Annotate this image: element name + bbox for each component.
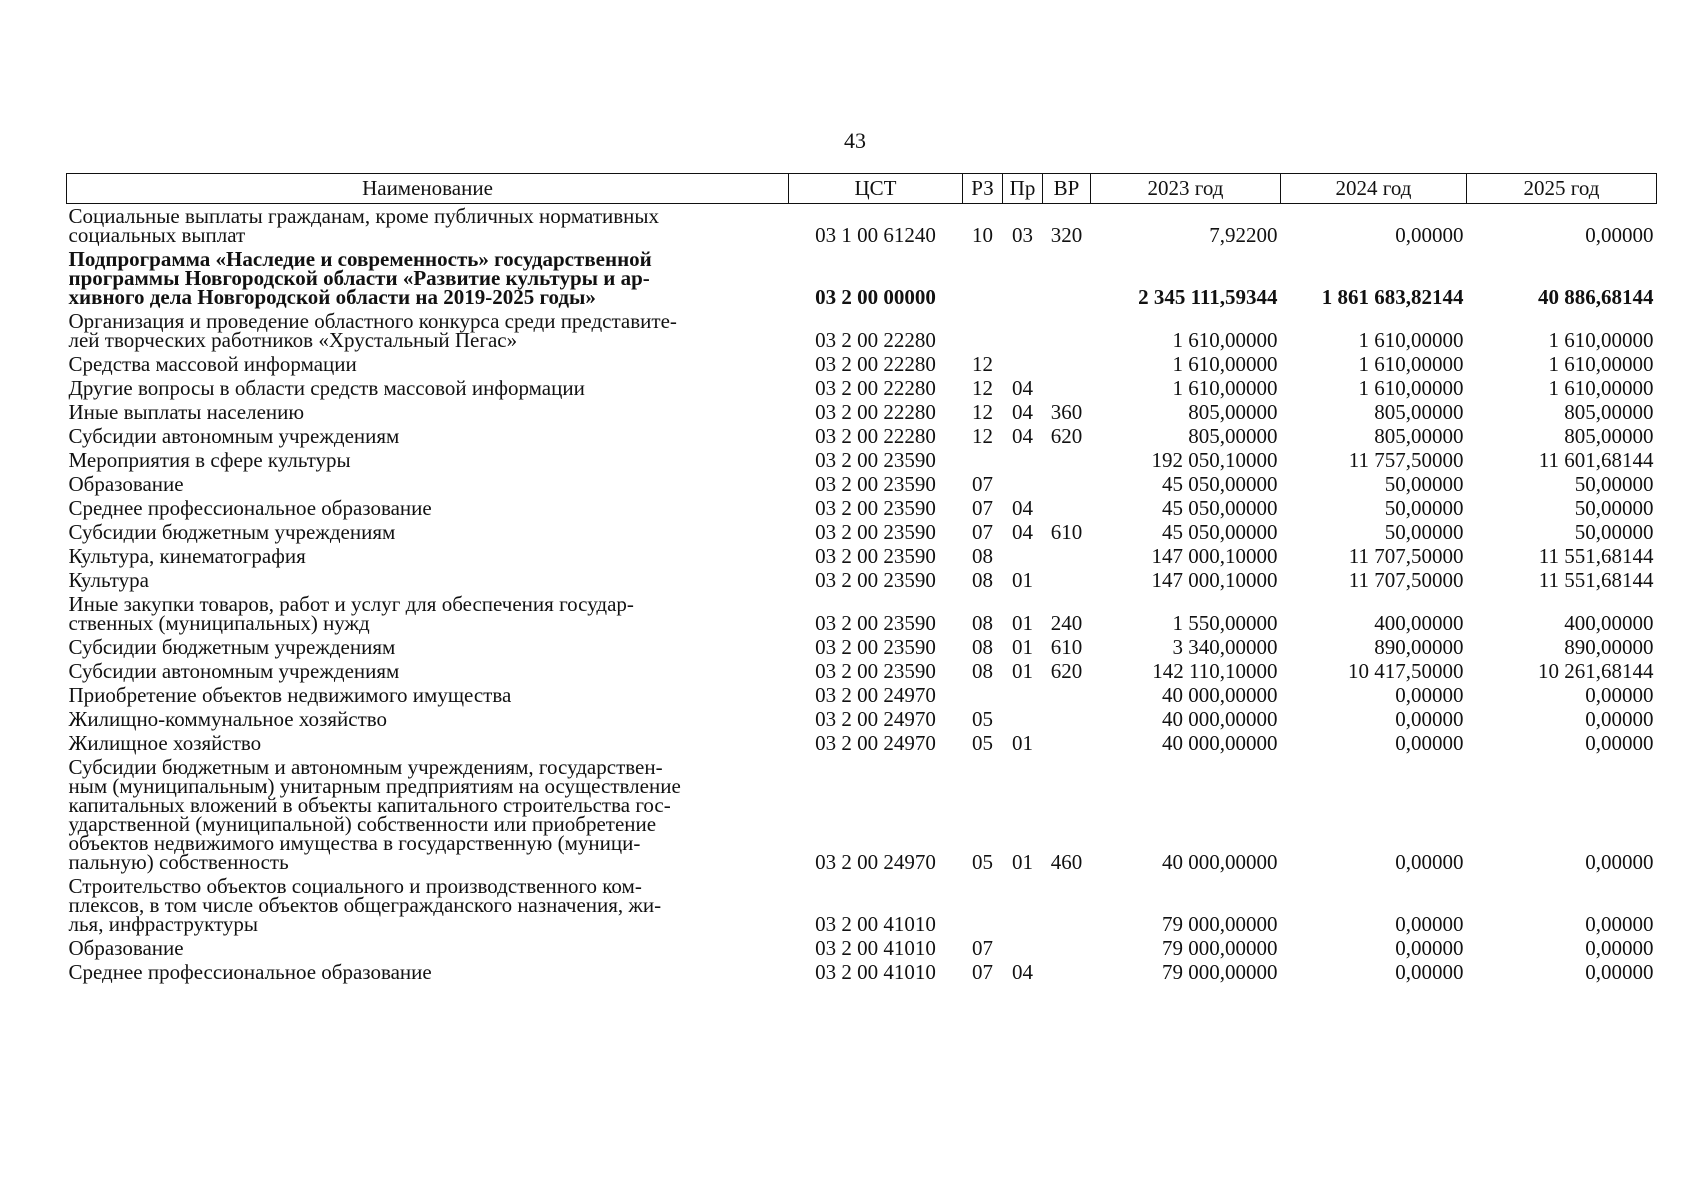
cell-cst: 03 2 00 22280 (815, 328, 936, 352)
cell-name (67, 247, 789, 309)
cell-pr (1003, 936, 1043, 960)
cell-rz: 08 (972, 611, 993, 635)
cell-vr: 240 (1050, 611, 1083, 635)
cell-2023: 45 050,00000 (1162, 520, 1278, 544)
header-vr: ВР (1043, 174, 1091, 204)
cell-2025: 11 551,68144 (1538, 544, 1654, 568)
cell-name-line: ударственной (муниципальной) собственности или приобретение (68, 812, 657, 836)
cell-pr (1003, 707, 1043, 731)
cell-2024: 805,00000 (1374, 424, 1464, 448)
cell-2024: 0,00000 (1395, 912, 1464, 936)
cell-vr: 610 (1050, 635, 1083, 659)
cell-vr: 460 (1050, 850, 1083, 874)
cell-name-line: Жилищное хозяйство (68, 731, 262, 755)
cell-2025: 805,00000 (1564, 424, 1654, 448)
cell-name-line: Организация и проведение областного конкурса среди представите- (68, 309, 677, 333)
cell-2025: 0,00000 (1585, 731, 1654, 755)
table-row (67, 635, 1657, 659)
table-row (67, 683, 1657, 707)
table-row (67, 204, 1657, 248)
cell-name (67, 960, 789, 984)
cell-name (67, 448, 789, 472)
cell-2025: 0,00000 (1585, 683, 1654, 707)
cell-2023: 79 000,00000 (1162, 960, 1278, 984)
cell-name (67, 424, 789, 448)
cell-name (67, 520, 789, 544)
cell-name-line: Субсидии бюджетным учреждениям (68, 635, 396, 659)
cell-2025: 11 551,68144 (1538, 568, 1654, 592)
cell-cst: 03 2 00 23590 (815, 568, 936, 592)
cell-name (67, 376, 789, 400)
cell-2024: 805,00000 (1374, 400, 1464, 424)
cell-pr (1003, 874, 1043, 936)
cell-2024: 0,00000 (1395, 683, 1464, 707)
cell-name-line: Субсидии бюджетным учреждениям (68, 520, 396, 544)
cell-cst: 03 2 00 23590 (815, 544, 936, 568)
cell-2025: 805,00000 (1564, 400, 1654, 424)
cell-2024: 50,00000 (1384, 472, 1464, 496)
table-row (67, 755, 1657, 874)
table-row (67, 309, 1657, 352)
cell-2024: 0,00000 (1395, 960, 1464, 984)
cell-rz: 08 (972, 659, 993, 683)
cell-2025: 890,00000 (1564, 635, 1654, 659)
cell-name-line: Субсидии бюджетным и автономным учреждениям, государствен- (68, 755, 663, 779)
cell-2025: 50,00000 (1574, 472, 1654, 496)
cell-2024: 10 417,50000 (1348, 659, 1464, 683)
cell-pr (1003, 352, 1043, 376)
table-row (67, 874, 1657, 936)
cell-name (67, 659, 789, 683)
cell-rz: 08 (972, 568, 993, 592)
cell-cst: 03 2 00 23590 (815, 635, 936, 659)
table-row (67, 544, 1657, 568)
cell-vr (1043, 544, 1091, 568)
header-pr: Пр (1003, 174, 1043, 204)
cell-2024: 0,00000 (1395, 850, 1464, 874)
cell-2025: 50,00000 (1574, 520, 1654, 544)
table-row (67, 659, 1657, 683)
cell-2024: 0,00000 (1395, 707, 1464, 731)
cell-2023: 147 000,10000 (1151, 544, 1278, 568)
cell-vr (1043, 376, 1091, 400)
cell-2023: 45 050,00000 (1162, 472, 1278, 496)
cell-cst: 03 2 00 23590 (815, 472, 936, 496)
table-row (67, 936, 1657, 960)
cell-name (67, 707, 789, 731)
cell-vr (1043, 936, 1091, 960)
cell-name (67, 936, 789, 960)
cell-name (67, 568, 789, 592)
header-2023: 2023 год (1091, 174, 1281, 204)
cell-2023: 40 000,00000 (1162, 731, 1278, 755)
cell-2024: 0,00000 (1395, 936, 1464, 960)
cell-pr: 01 (1012, 850, 1033, 874)
cell-name (67, 352, 789, 376)
cell-cst: 03 2 00 41010 (815, 960, 936, 984)
cell-name-line: Мероприятия в сфере культуры (68, 448, 351, 472)
cell-rz: 07 (972, 960, 993, 984)
cell-name (67, 592, 789, 635)
cell-2024: 400,00000 (1374, 611, 1464, 635)
cell-rz: 07 (972, 496, 993, 520)
cell-2023: 805,00000 (1188, 424, 1278, 448)
table-row (67, 568, 1657, 592)
cell-2025: 1 610,00000 (1548, 376, 1654, 400)
header-cst: ЦСТ (789, 174, 963, 204)
cell-name-line: социальных выплат (68, 223, 246, 247)
cell-rz: 05 (972, 731, 993, 755)
cell-2025: 11 601,68144 (1538, 448, 1654, 472)
cell-2025: 1 610,00000 (1548, 328, 1654, 352)
cell-name (67, 544, 789, 568)
table-row (67, 424, 1657, 448)
cell-name-line: Образование (68, 936, 184, 960)
cell-pr: 04 (1012, 520, 1033, 544)
cell-name-line: лья, инфраструктуры (68, 912, 259, 936)
cell-2023: 40 000,00000 (1162, 683, 1278, 707)
cell-pr: 04 (1012, 400, 1033, 424)
cell-vr: 620 (1050, 424, 1083, 448)
table-row (67, 520, 1657, 544)
cell-vr: 360 (1050, 400, 1083, 424)
cell-2023: 147 000,10000 (1151, 568, 1278, 592)
cell-rz: 08 (972, 635, 993, 659)
cell-vr: 610 (1050, 520, 1083, 544)
table-row (67, 472, 1657, 496)
cell-2023: 3 340,00000 (1172, 635, 1278, 659)
cell-vr: 320 (1050, 223, 1083, 247)
cell-name (67, 496, 789, 520)
cell-pr (1003, 472, 1043, 496)
cell-pr (1003, 309, 1043, 352)
cell-vr (1043, 448, 1091, 472)
cell-cst: 03 2 00 41010 (815, 912, 936, 936)
cell-rz: 12 (972, 376, 993, 400)
cell-vr (1043, 496, 1091, 520)
table-row (67, 352, 1657, 376)
header-name: Наименование (67, 174, 789, 204)
cell-name-line: лей творческих работников «Хрустальный Пегас» (68, 328, 518, 352)
cell-2025: 0,00000 (1585, 850, 1654, 874)
cell-name-line: Иные выплаты населению (68, 400, 305, 424)
cell-name-line: объектов недвижимого имущества в государственную (муници- (68, 831, 641, 855)
cell-vr (1043, 352, 1091, 376)
cell-rz (963, 874, 1003, 936)
cell-2024: 890,00000 (1374, 635, 1464, 659)
cell-vr (1043, 683, 1091, 707)
table-row (67, 448, 1657, 472)
cell-2025: 0,00000 (1585, 960, 1654, 984)
cell-cst: 03 2 00 41010 (815, 936, 936, 960)
cell-cst: 03 2 00 22280 (815, 352, 936, 376)
cell-rz: 07 (972, 472, 993, 496)
cell-2023: 2 345 111,59344 (1138, 285, 1278, 309)
cell-vr (1043, 731, 1091, 755)
cell-cst: 03 2 00 22280 (815, 400, 936, 424)
cell-cst: 03 2 00 22280 (815, 424, 936, 448)
cell-2025: 10 261,68144 (1538, 659, 1654, 683)
cell-vr (1043, 960, 1091, 984)
cell-rz: 10 (972, 223, 993, 247)
cell-pr (1003, 448, 1043, 472)
cell-pr: 04 (1012, 960, 1033, 984)
header-2025: 2025 год (1467, 174, 1657, 204)
cell-2024: 11 707,50000 (1348, 568, 1464, 592)
cell-rz: 05 (972, 707, 993, 731)
cell-2023: 1 550,00000 (1172, 611, 1278, 635)
cell-2024: 1 861 683,82144 (1321, 285, 1464, 309)
cell-2025: 0,00000 (1585, 707, 1654, 731)
cell-2024: 0,00000 (1395, 731, 1464, 755)
cell-name-line: Социальные выплаты гражданам, кроме публичных нормативных (68, 204, 660, 228)
cell-name-line: Подпрограмма «Наследие и современность» государственной (68, 247, 652, 271)
cell-2023: 40 000,00000 (1162, 707, 1278, 731)
table-row (67, 376, 1657, 400)
cell-name-line: капитальных вложений в объекты капитального строительства гос- (68, 793, 671, 817)
cell-rz: 05 (972, 850, 993, 874)
cell-2025: 50,00000 (1574, 496, 1654, 520)
cell-vr (1043, 472, 1091, 496)
cell-name-line: ным (муниципальным) унитарным предприятиям на осуществление (68, 774, 681, 798)
cell-2023: 192 050,10000 (1151, 448, 1278, 472)
cell-vr (1043, 568, 1091, 592)
cell-name (67, 755, 789, 874)
cell-name (67, 472, 789, 496)
cell-2024: 11 757,50000 (1348, 448, 1464, 472)
cell-pr: 03 (1012, 223, 1033, 247)
cell-vr (1043, 707, 1091, 731)
cell-2023: 40 000,00000 (1162, 850, 1278, 874)
cell-cst: 03 2 00 23590 (815, 659, 936, 683)
header-row (67, 174, 1657, 204)
cell-name (67, 874, 789, 936)
cell-rz (963, 683, 1003, 707)
cell-name-line: плексов, в том числе объектов общегражданского назначения, жи- (68, 893, 662, 917)
cell-2024: 1 610,00000 (1358, 352, 1464, 376)
cell-vr: 620 (1050, 659, 1083, 683)
cell-name-line: Культура, кинематография (68, 544, 306, 568)
cell-rz (963, 309, 1003, 352)
cell-cst: 03 2 00 22280 (815, 376, 936, 400)
cell-2025: 0,00000 (1585, 912, 1654, 936)
table-header (67, 174, 1657, 204)
cell-pr: 01 (1012, 731, 1033, 755)
table-row (67, 592, 1657, 635)
cell-cst: 03 2 00 23590 (815, 496, 936, 520)
cell-2024: 50,00000 (1384, 520, 1464, 544)
budget-table (66, 173, 1657, 984)
cell-rz (963, 247, 1003, 309)
cell-pr: 01 (1012, 611, 1033, 635)
cell-name-line: Культура (68, 568, 149, 592)
cell-pr: 04 (1012, 424, 1033, 448)
cell-2024: 0,00000 (1395, 223, 1464, 247)
cell-name (67, 683, 789, 707)
cell-name-line: программы Новгородской области «Развитие культуры и ар- (68, 266, 650, 290)
cell-name-line: Иные закупки товаров, работ и услуг для обеспечения государ- (68, 592, 634, 616)
cell-name-line: Жилищно-коммунальное хозяйство (68, 707, 388, 731)
cell-2023: 805,00000 (1188, 400, 1278, 424)
cell-rz (963, 448, 1003, 472)
cell-cst: 03 2 00 24970 (815, 707, 936, 731)
cell-2023: 1 610,00000 (1172, 376, 1278, 400)
header-rz: РЗ (963, 174, 1003, 204)
cell-name (67, 204, 789, 248)
cell-name-line: Строительство объектов социального и производственного ком- (68, 874, 642, 898)
cell-2023: 1 610,00000 (1172, 328, 1278, 352)
cell-name-line: Субсидии автономным учреждениям (68, 424, 400, 448)
table-row (67, 960, 1657, 984)
cell-2025: 0,00000 (1585, 936, 1654, 960)
cell-name-line: хивного дела Новгородской области на 2019-2025 годы» (68, 285, 596, 309)
cell-rz: 12 (972, 352, 993, 376)
cell-2023: 7,92200 (1209, 223, 1278, 247)
cell-rz: 12 (972, 424, 993, 448)
cell-name-line: Образование (68, 472, 184, 496)
cell-pr (1003, 544, 1043, 568)
cell-name (67, 400, 789, 424)
cell-2025: 400,00000 (1564, 611, 1654, 635)
cell-rz: 08 (972, 544, 993, 568)
cell-rz: 12 (972, 400, 993, 424)
table-row (67, 247, 1657, 309)
cell-2023: 79 000,00000 (1162, 912, 1278, 936)
cell-rz: 07 (972, 520, 993, 544)
cell-pr: 01 (1012, 635, 1033, 659)
cell-name (67, 309, 789, 352)
cell-vr (1043, 309, 1091, 352)
cell-pr (1003, 683, 1043, 707)
cell-name-line: Средства массовой информации (68, 352, 357, 376)
table-row (67, 707, 1657, 731)
cell-cst: 03 2 00 00000 (815, 285, 936, 309)
cell-2023: 1 610,00000 (1172, 352, 1278, 376)
cell-vr (1043, 247, 1091, 309)
cell-2024: 50,00000 (1384, 496, 1464, 520)
cell-name-line: ственных (муниципальных) нужд (68, 611, 370, 635)
cell-vr (1043, 874, 1091, 936)
page-number: 43 (844, 128, 866, 153)
cell-2025: 1 610,00000 (1548, 352, 1654, 376)
table-body (67, 204, 1657, 985)
cell-name-line: Другие вопросы в области средств массовой информации (68, 376, 585, 400)
cell-pr (1003, 247, 1043, 309)
cell-2024: 1 610,00000 (1358, 328, 1464, 352)
cell-2023: 79 000,00000 (1162, 936, 1278, 960)
table-row (67, 496, 1657, 520)
header-2024: 2024 год (1281, 174, 1467, 204)
table-row (67, 731, 1657, 755)
cell-name-line: пальную) собственность (68, 850, 289, 874)
cell-name (67, 731, 789, 755)
cell-cst: 03 1 00 61240 (815, 223, 936, 247)
cell-name (67, 635, 789, 659)
cell-2023: 45 050,00000 (1162, 496, 1278, 520)
cell-2024: 11 707,50000 (1348, 544, 1464, 568)
table-row (67, 400, 1657, 424)
cell-pr: 01 (1012, 568, 1033, 592)
cell-cst: 03 2 00 24970 (815, 731, 936, 755)
cell-name-line: Субсидии автономным учреждениям (68, 659, 400, 683)
cell-pr: 01 (1012, 659, 1033, 683)
cell-name-line: Приобретение объектов недвижимого имущества (68, 683, 512, 707)
cell-2024: 1 610,00000 (1358, 376, 1464, 400)
cell-pr: 04 (1012, 376, 1033, 400)
cell-cst: 03 2 00 24970 (815, 683, 936, 707)
cell-pr: 04 (1012, 496, 1033, 520)
cell-2023: 142 110,10000 (1152, 659, 1278, 683)
cell-rz: 07 (972, 936, 993, 960)
cell-cst: 03 2 00 23590 (815, 448, 936, 472)
cell-cst: 03 2 00 23590 (815, 520, 936, 544)
cell-2025: 40 886,68144 (1538, 285, 1654, 309)
cell-cst: 03 2 00 23590 (815, 611, 936, 635)
cell-name-line: Среднее профессиональное образование (68, 960, 432, 984)
cell-2025: 0,00000 (1585, 223, 1654, 247)
cell-name-line: Среднее профессиональное образование (68, 496, 432, 520)
cell-cst: 03 2 00 24970 (815, 850, 936, 874)
